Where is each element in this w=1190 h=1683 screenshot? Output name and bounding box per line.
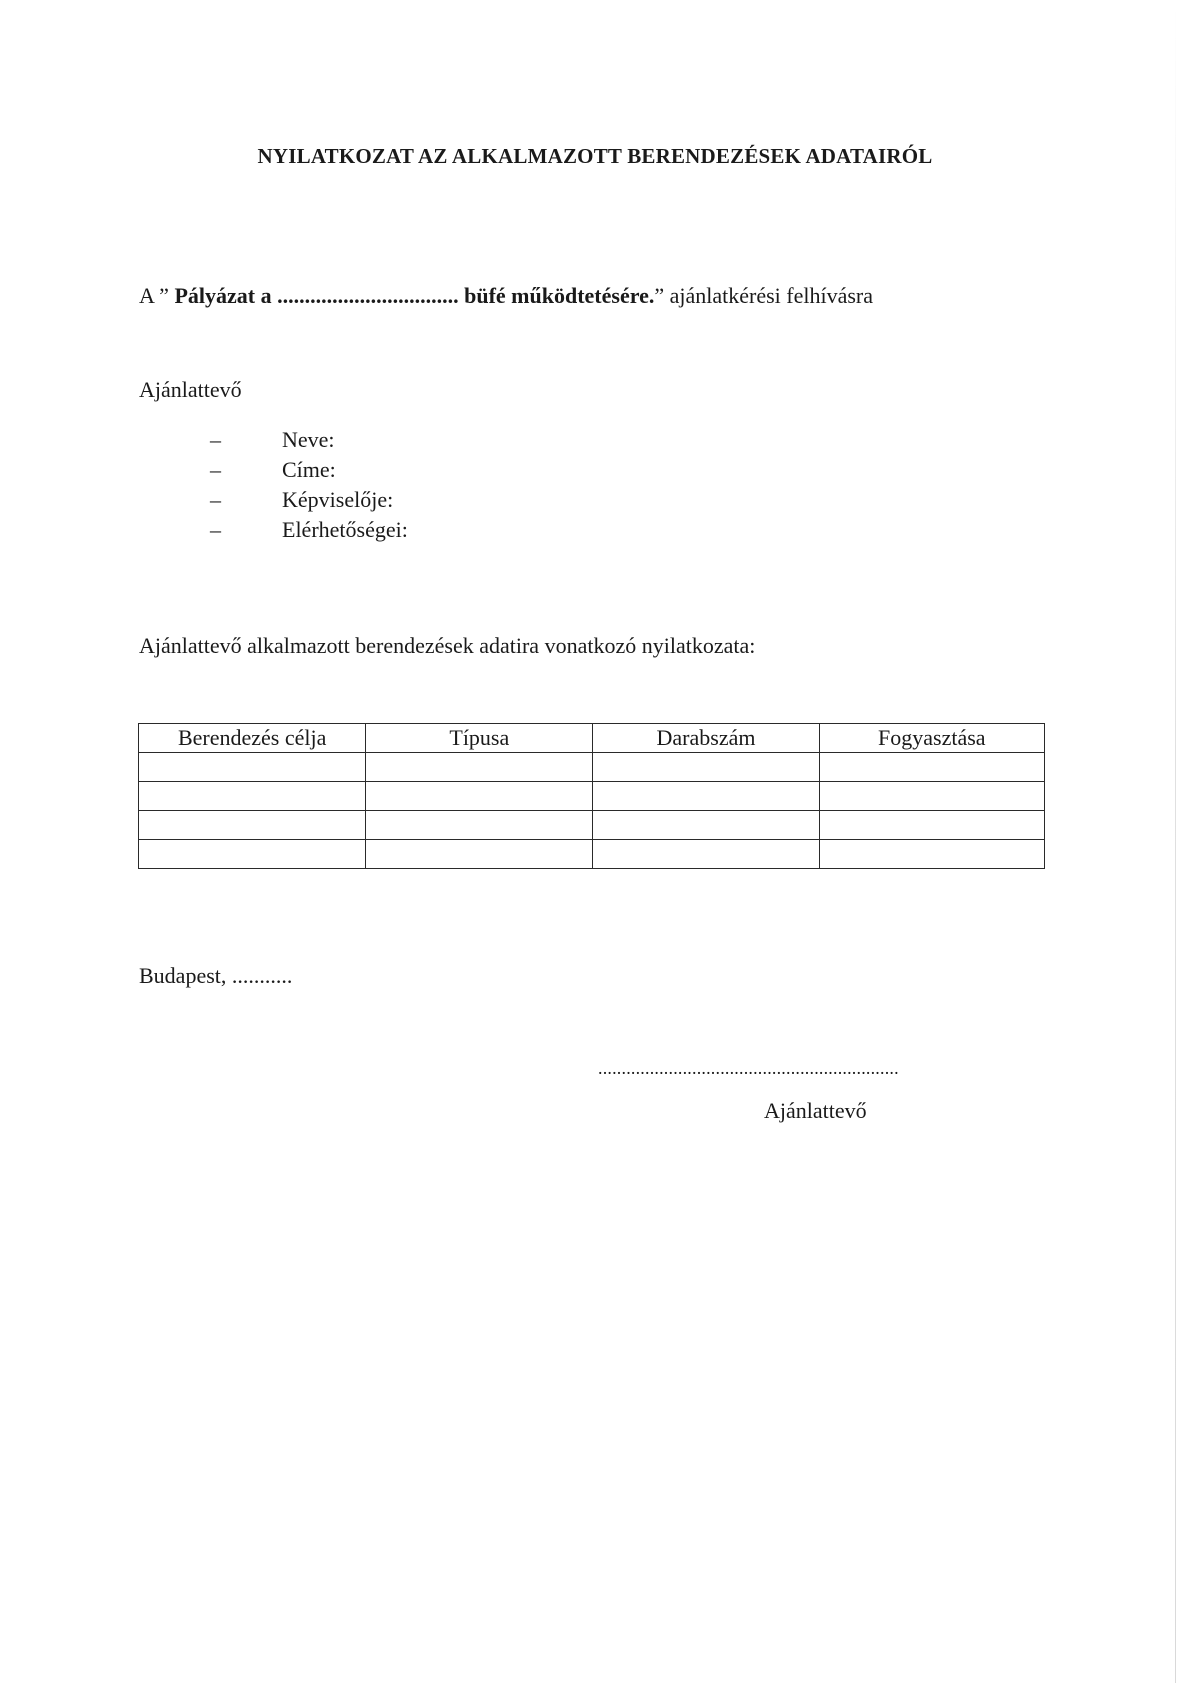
list-dash: – bbox=[210, 517, 221, 542]
table-cell bbox=[366, 753, 593, 782]
field-label: Címe: bbox=[282, 457, 336, 482]
offeror-fields-list bbox=[210, 425, 408, 545]
field-representative bbox=[210, 485, 408, 515]
table-cell bbox=[366, 782, 593, 811]
table-row bbox=[139, 753, 1045, 782]
table-cell bbox=[366, 840, 593, 869]
table-row bbox=[139, 811, 1045, 840]
equipment-table bbox=[138, 723, 1045, 869]
table-cell bbox=[819, 782, 1044, 811]
signature-line: ................................................................ bbox=[598, 1058, 899, 1078]
column-header-quantity: Darabszám bbox=[593, 724, 819, 753]
table-cell bbox=[819, 811, 1044, 840]
equipment-statement: Ajánlattevő alkalmazott berendezések adatira vonatkozó nyilatkozata: bbox=[139, 633, 756, 658]
document-title: NYILATKOZAT AZ ALKALMAZOTT BERENDEZÉSEK ADATAIRÓL bbox=[257, 144, 933, 168]
column-header-purpose: Berendezés célja bbox=[139, 724, 366, 753]
field-label: Neve: bbox=[282, 427, 335, 452]
table-cell bbox=[819, 840, 1044, 869]
table-cell bbox=[819, 753, 1044, 782]
table-cell bbox=[593, 811, 819, 840]
table-cell bbox=[366, 811, 593, 840]
place-and-date: Budapest, ........... bbox=[139, 963, 293, 988]
table-header-row bbox=[139, 724, 1045, 753]
scan-edge-divider bbox=[1175, 0, 1176, 1683]
table-cell bbox=[593, 782, 819, 811]
table-cell bbox=[139, 840, 366, 869]
field-label: Képviselője: bbox=[282, 487, 394, 512]
tender-reference-line bbox=[139, 283, 873, 309]
field-name bbox=[210, 425, 408, 455]
field-address bbox=[210, 455, 408, 485]
field-contacts bbox=[210, 515, 408, 545]
call-prefix: A ” bbox=[139, 283, 175, 308]
table-cell bbox=[139, 782, 366, 811]
call-bold-part2: büfé működtetésére. bbox=[464, 283, 655, 308]
column-header-consumption: Fogyasztása bbox=[819, 724, 1044, 753]
table-row bbox=[139, 840, 1045, 869]
list-dash: – bbox=[210, 427, 221, 452]
table-cell bbox=[139, 811, 366, 840]
offeror-heading: Ajánlattevő bbox=[139, 377, 242, 402]
field-label: Elérhetőségei: bbox=[282, 517, 408, 542]
table-cell bbox=[139, 753, 366, 782]
table-cell bbox=[593, 840, 819, 869]
signature-label: Ajánlattevő bbox=[764, 1098, 867, 1123]
list-dash: – bbox=[210, 487, 221, 512]
column-header-type: Típusa bbox=[366, 724, 593, 753]
table-cell bbox=[593, 753, 819, 782]
list-dash: – bbox=[210, 457, 221, 482]
table-row bbox=[139, 782, 1045, 811]
call-suffix: ” ajánlatkérési felhívásra bbox=[654, 283, 874, 308]
call-bold-part1: Pályázat a ................................. bbox=[174, 283, 465, 308]
